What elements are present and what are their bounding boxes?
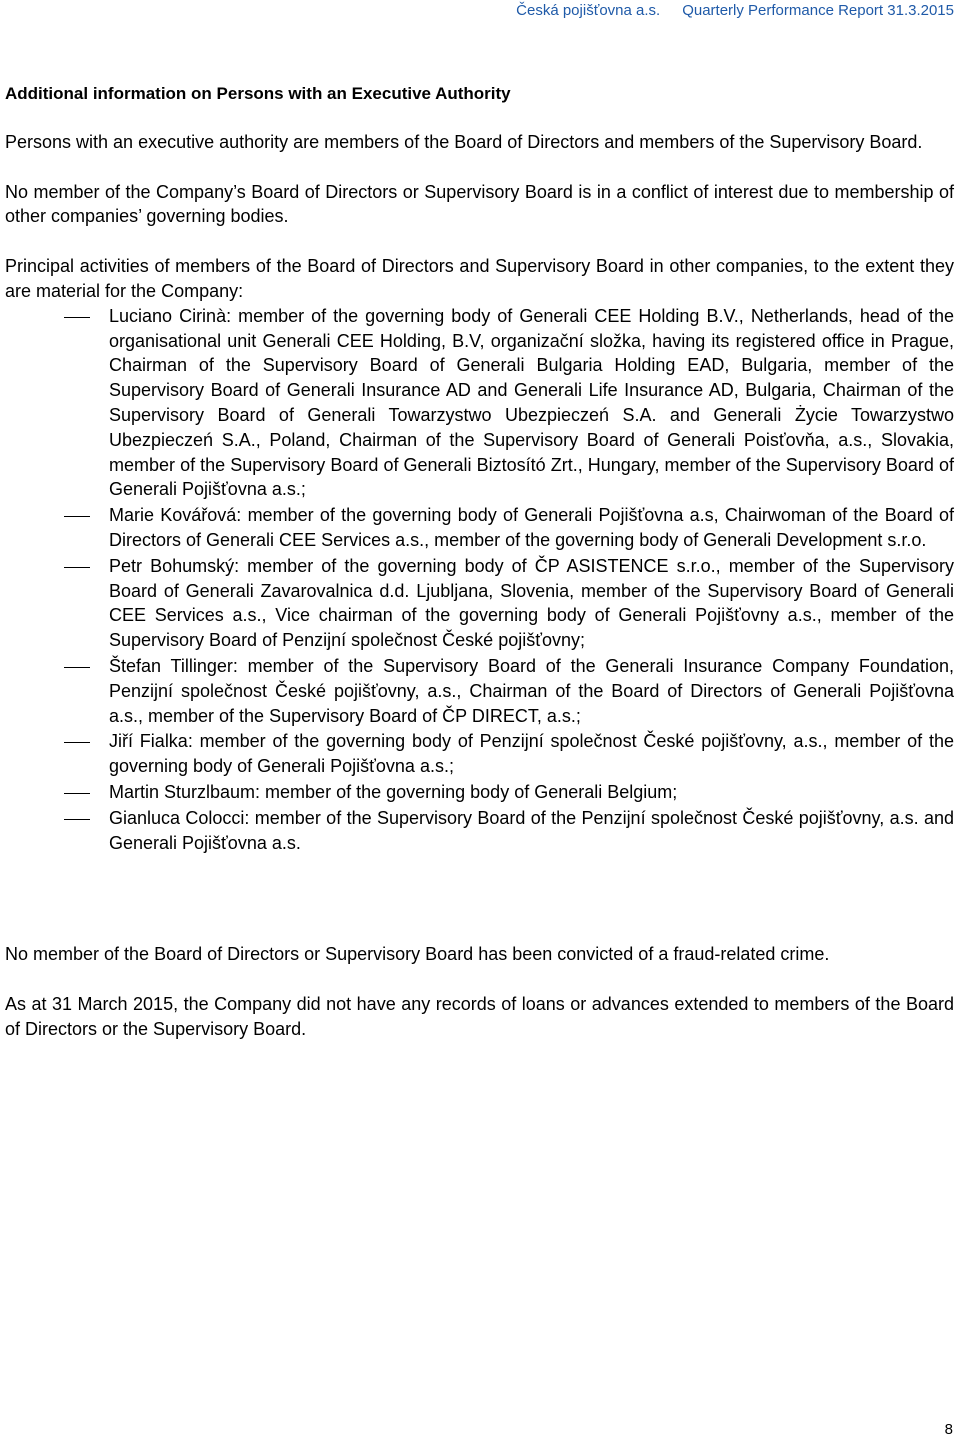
page-number: 8 xyxy=(944,1421,953,1438)
section-heading: Additional information on Persons with an Executive Authority xyxy=(5,84,511,103)
header-report-title: Quarterly Performance Report 31.3.2015 xyxy=(682,2,954,19)
spacer xyxy=(5,856,954,942)
list-item: Petr Bohumský: member of the governing body of ČP ASISTENCE s.r.o., member of the Supervisory Board of Generali Zavarovalnica d.d. Ljubljana, Slovenia, member of the Supervisory Board of Generali CEE Services a.s., Vice chairman of the governing body of Generali Pojišťovny a.s., member of the Supervisory Board of Penzijní společnost České pojišťovny; xyxy=(5,554,954,653)
list-item: Marie Kovářová: member of the governing body of Generali Pojišťovna a.s, Chairwoman of the Board of Directors of Generali CEE Services a.s., member of the governing body of Generali Development s.r.o. xyxy=(5,503,954,553)
paragraph-conflict-of-interest: No member of the Company’s Board of Directors or Supervisory Board is in a conflict of interest due to membership of other companies’ governing bodies. xyxy=(5,181,954,227)
list-item: Gianluca Colocci: member of the Supervisory Board of the Penzijní společnost České pojišťovny, a.s. and Generali Pojišťovna a.s. xyxy=(5,806,954,856)
list-item: Jiří Fialka: member of the governing body of Penzijní společnost České pojišťovny, a.s., member of the governing body of Generali Pojišťovna a.s.; xyxy=(5,729,954,779)
list-item: Štefan Tillinger: member of the Supervisory Board of the Generali Insurance Company Foundation, Penzijní společnost České pojišťovny, a.s., Chairman of the Board of Directors of Generali Pojišťovna a.s., member of the Supervisory Board of ČP DIRECT, a.s.; xyxy=(5,654,954,728)
page-header xyxy=(516,2,954,19)
list-item: Luciano Cirinà: member of the governing body of Generali CEE Holding B.V., Netherlands, head of the organisational unit Generali CEE Holding, B.V, organizační složka, having its registered office in Prague, Chairman of the Supervisory Board of Generali Bulgaria Holding EAD, Bulgaria, member of the Supervisory Board of Generali Insurance AD and Generali Life Insurance AD, Bulgaria, Chairman of the Supervisory Board of Generali Towarzystwo Ubezpieczeń S.A. and Generali Życie Towarzystwo Ubezpieczeń S.A., Poland, Chairman of the Supervisory Board of Generali Poisťovňa, a.s., Slovakia, member of the Supervisory Board of Generali Biztosító Zrt., Hungary, member of the Supervisory Board of Generali Pojišťovna a.s.; xyxy=(5,304,954,502)
paragraph-loans: As at 31 March 2015, the Company did not have any records of loans or advances extended to members of the Board of Directors or the Supervisory Board. xyxy=(5,994,954,1039)
member-activities-list xyxy=(5,304,954,856)
paragraph-principal-activities: Principal activities of members of the Board of Directors and Supervisory Board in other companies, to the extent they are material for the Company: xyxy=(5,256,954,301)
paragraph-executive-authority: Persons with an executive authority are members of the Board of Directors and members of the Supervisory Board. xyxy=(5,131,923,152)
list-item: Martin Sturzlbaum: member of the governing body of Generali Belgium; xyxy=(5,780,954,805)
paragraph-fraud: No member of the Board of Directors or Supervisory Board has been convicted of a fraud-related crime. xyxy=(5,944,830,965)
document-body xyxy=(5,82,954,1067)
header-company: Česká pojišťovna a.s. xyxy=(516,2,661,19)
